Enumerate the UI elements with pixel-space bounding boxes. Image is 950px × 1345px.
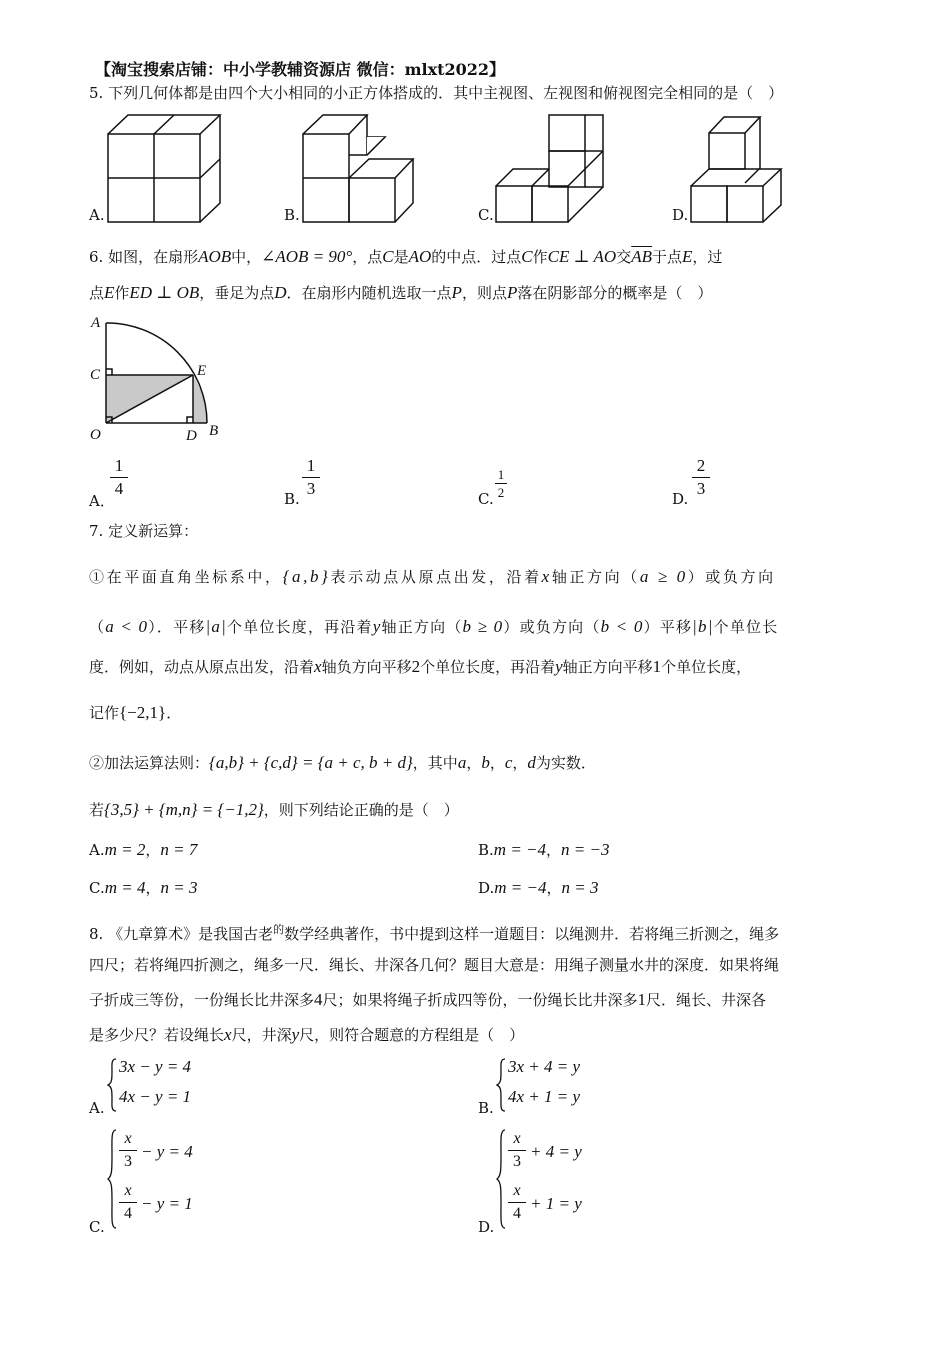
math: 2 (411, 657, 421, 676)
q7-option-d[interactable] (478, 878, 599, 898)
text: 度．例如，动点从原点出发，沿着 (89, 658, 315, 676)
text: 落在阴影部分的概率是（ ） (517, 284, 713, 302)
numerator: x (513, 1130, 521, 1147)
math: a ≥ 0 (639, 567, 688, 586)
equation-2-rest: + 1 = y (530, 1194, 582, 1213)
q5-option-d[interactable]: D. (672, 206, 689, 224)
q7-rule1-line3 (89, 657, 751, 677)
numerator: 1 (306, 456, 316, 475)
text: 6. 如图，在扇形 (89, 248, 199, 266)
math: n = 3 (160, 878, 198, 897)
numerator: 2 (696, 456, 706, 475)
fig-label-a: A (91, 315, 101, 331)
sep: ， (546, 841, 562, 859)
fig-label-d: D (186, 428, 197, 444)
math: m = 4 (104, 878, 146, 897)
text: 尺，井深 (231, 1026, 292, 1044)
math: d (527, 753, 536, 772)
frac-x3 (117, 1130, 139, 1171)
q5-figure-a (105, 112, 225, 224)
fig-label-e: E (197, 363, 207, 379)
q8-stem-line2: 四尺；若将绳四折测之，绳多一尺．绳长、井深各几何？题目大意是：用绳子测量水井的深度．如果将绳 (89, 956, 780, 974)
math: y (555, 657, 563, 676)
q8-option-d-system (496, 1128, 606, 1230)
equation-2-rest: − y = 1 (141, 1194, 193, 1213)
math: b < 0 (600, 617, 644, 636)
q8-stem-line3 (89, 990, 766, 1010)
math-point: P (451, 283, 462, 302)
denominator: 4 (114, 479, 124, 498)
text: 个单位长度，再沿着 (420, 658, 556, 676)
text: 尺；如果将绳子折成四等份，一份绳长比井深多 (322, 991, 638, 1009)
math: m = −4 (493, 840, 547, 859)
q8-option-d-label[interactable]: D. (478, 1218, 495, 1236)
q7-title: 7. 定义新运算： (89, 522, 199, 540)
text: 表示动点从原点出发，沿着 (330, 568, 542, 586)
sep: ， (546, 879, 562, 897)
text: ，则点 (461, 284, 507, 302)
label: A. (89, 841, 105, 859)
math: n = −3 (561, 840, 610, 859)
math: {a,b} (282, 567, 331, 586)
math: 1 (637, 990, 647, 1009)
q7-rule1-line4 (89, 703, 181, 723)
numerator: 1 (497, 467, 505, 482)
numerator: x (124, 1182, 132, 1199)
text: 尺．绳长、井深各 (646, 991, 767, 1009)
denominator: 3 (306, 479, 316, 498)
equation-1-rest: − y = 4 (141, 1142, 193, 1161)
math: c (504, 753, 513, 772)
q6-option-c-fraction (493, 468, 509, 499)
text: 8. 《九章算术》是我国古老 (89, 925, 274, 943)
math: x (314, 657, 322, 676)
math: 1 (652, 657, 662, 676)
text: ， (489, 754, 505, 772)
text: ）或负方向（ (503, 618, 601, 636)
text: ， (512, 754, 528, 772)
text: ， (466, 754, 482, 772)
text: ，点 (352, 248, 383, 266)
sep: ， (145, 841, 161, 859)
math-point: C (382, 247, 394, 266)
text: （ (89, 618, 106, 636)
q7-option-b[interactable] (478, 840, 610, 860)
q8-option-c-system (107, 1128, 217, 1230)
text: 于点 (652, 248, 683, 266)
q7-option-c[interactable] (89, 878, 197, 898)
q5-figure-d (688, 112, 788, 224)
q8-stem-line1 (89, 920, 779, 944)
q6-option-a-label[interactable]: A． (89, 492, 115, 510)
math: a (457, 753, 467, 772)
math-point: E (104, 283, 115, 302)
math: x (224, 1025, 232, 1044)
math: m = 2 (104, 840, 146, 859)
text: 数学经典著作，书中提到这样一道题目：以绳测井．若将绳三折测之，绳多 (284, 925, 780, 943)
math: |a| (205, 617, 227, 636)
text: ，则下列结论正确的是（ ） (263, 801, 459, 819)
q6-sector-figure (86, 313, 226, 448)
denominator: 3 (124, 1153, 132, 1170)
q7-rule1-line1 (89, 567, 776, 587)
math: a < 0 (105, 617, 149, 636)
text: ）平移 (643, 618, 693, 636)
frac-x3 (506, 1130, 528, 1171)
q6-option-d-fraction (690, 457, 712, 498)
q8-option-a-label[interactable]: A. (89, 1099, 105, 1117)
denominator: 3 (513, 1153, 521, 1170)
denominator: 2 (497, 485, 505, 500)
equation-2: 4x + 1 = y (508, 1087, 581, 1106)
text: 尺，则符合题意的方程组是（ ） (299, 1026, 525, 1044)
text: 轴负方向平移 (321, 658, 412, 676)
text: 交 (616, 248, 632, 266)
math-point: C (521, 247, 533, 266)
q6-option-a-fraction (108, 457, 130, 498)
math-perp: ED ⊥ OB (129, 283, 200, 302)
q7-rule2 (89, 753, 596, 773)
math: {3,5} + {m,n} = {−1,2} (104, 800, 264, 819)
label: B. (478, 841, 494, 859)
numerator: x (124, 1130, 132, 1147)
math: {a,b} + {c,d} = {a + c, b + d} (209, 753, 413, 772)
equation-1-rest: + 4 = y (530, 1142, 582, 1161)
q7-rule1-line2 (89, 617, 778, 637)
text: ，垂足为点 (199, 284, 275, 302)
text: 个单位长度， (661, 658, 752, 676)
text: 点 (89, 284, 105, 302)
math: y (372, 617, 382, 636)
equation-2: 4x − y = 1 (119, 1087, 192, 1106)
text: 的中点．过点 (431, 248, 522, 266)
q8-option-b-label[interactable]: B. (478, 1099, 494, 1117)
denominator: 4 (513, 1205, 521, 1222)
q5-figure-c (493, 112, 611, 224)
math: n = 7 (160, 840, 198, 859)
text: ）或负方向 (687, 568, 776, 586)
text: 轴正方向平移 (562, 658, 653, 676)
q6-stem-line1 (89, 247, 722, 267)
label: C. (89, 879, 105, 897)
text: ，过 (692, 248, 723, 266)
math-perp: CE ⊥ AO (547, 247, 617, 266)
q6-option-b-fraction (300, 457, 322, 498)
text: ①在平面直角坐标系中， (89, 568, 283, 586)
text: 作 (114, 284, 130, 302)
sep: ， (145, 879, 161, 897)
math-sector: AOB (198, 247, 232, 266)
text: 轴正方向（ (381, 618, 463, 636)
label: D. (478, 879, 495, 897)
q5-option-b[interactable]: B. (284, 206, 300, 224)
text: 中， (231, 248, 262, 266)
q8-option-c-label[interactable]: C. (89, 1218, 105, 1236)
math: {−2,1} (119, 703, 167, 722)
text-small: 的 (273, 923, 285, 936)
math-angle: ∠AOB = 90° (261, 247, 353, 266)
math: y (291, 1025, 300, 1044)
text: 个单位长度，再沿着 (226, 618, 373, 636)
q6-option-b-label[interactable]: B. (284, 490, 300, 508)
math: x (541, 567, 552, 586)
math: n = 3 (561, 878, 599, 897)
text: 为实数． (535, 754, 596, 772)
frac-x4 (506, 1182, 528, 1223)
q6-option-d-label[interactable]: D. (672, 490, 689, 508)
math: m = −4 (494, 878, 547, 897)
math: b (481, 753, 490, 772)
text: 子折成三等份，一份绳长比井深多 (89, 991, 315, 1009)
q5-option-c[interactable]: C. (478, 206, 494, 224)
header-banner: 【淘宝搜索店铺：中小学教辅资源店 微信：mlxt2022】 (95, 60, 506, 79)
fig-label-c: C (90, 367, 101, 383)
math-point: E (682, 247, 693, 266)
numerator: x (513, 1182, 521, 1199)
q6-option-c-label[interactable]: C. (478, 490, 494, 508)
text: 个单位长 (713, 618, 779, 636)
q5-stem: 5. 下列几何体都是由四个大小相同的小正方体搭成的．其中主视图、左视图和俯视图完全相同的是（ ） (89, 84, 784, 102)
text: ． (166, 704, 182, 722)
math-arc: $\overline{AB}$ (631, 247, 653, 266)
math-segment: AO (408, 247, 432, 266)
math: |b| (692, 617, 714, 636)
numerator: 1 (114, 456, 124, 475)
text: 轴正方向（ (551, 568, 640, 586)
math: 4 (314, 990, 323, 1009)
frac-x4 (117, 1182, 139, 1223)
text: ，其中 (412, 754, 458, 772)
equation-1: 3x − y = 4 (119, 1057, 192, 1076)
text: 是多少尺？若设绳长 (89, 1026, 225, 1044)
text: 若 (89, 801, 105, 819)
text: ②加法运算法则： (89, 754, 210, 772)
denominator: 3 (696, 479, 706, 498)
q5-option-a[interactable]: A. (89, 206, 105, 224)
math-point: P (506, 283, 518, 302)
q8-stem-line4 (89, 1025, 524, 1045)
fig-label-b: B (209, 423, 219, 439)
text: ．在扇形内随机选取一点 (286, 284, 452, 302)
q7-condition (89, 800, 459, 820)
text: 是 (393, 248, 409, 266)
q5-figure-b (300, 112, 415, 224)
math-point: D (274, 283, 287, 302)
text: 记作 (89, 704, 120, 722)
equation-1: 3x + 4 = y (508, 1057, 581, 1076)
fig-label-o: O (90, 427, 101, 443)
q7-option-a[interactable] (89, 840, 197, 860)
text: ）．平移 (148, 618, 206, 636)
text: 作 (532, 248, 548, 266)
denominator: 4 (124, 1205, 132, 1222)
math: b ≥ 0 (462, 617, 504, 636)
q6-stem-line2 (89, 283, 712, 303)
